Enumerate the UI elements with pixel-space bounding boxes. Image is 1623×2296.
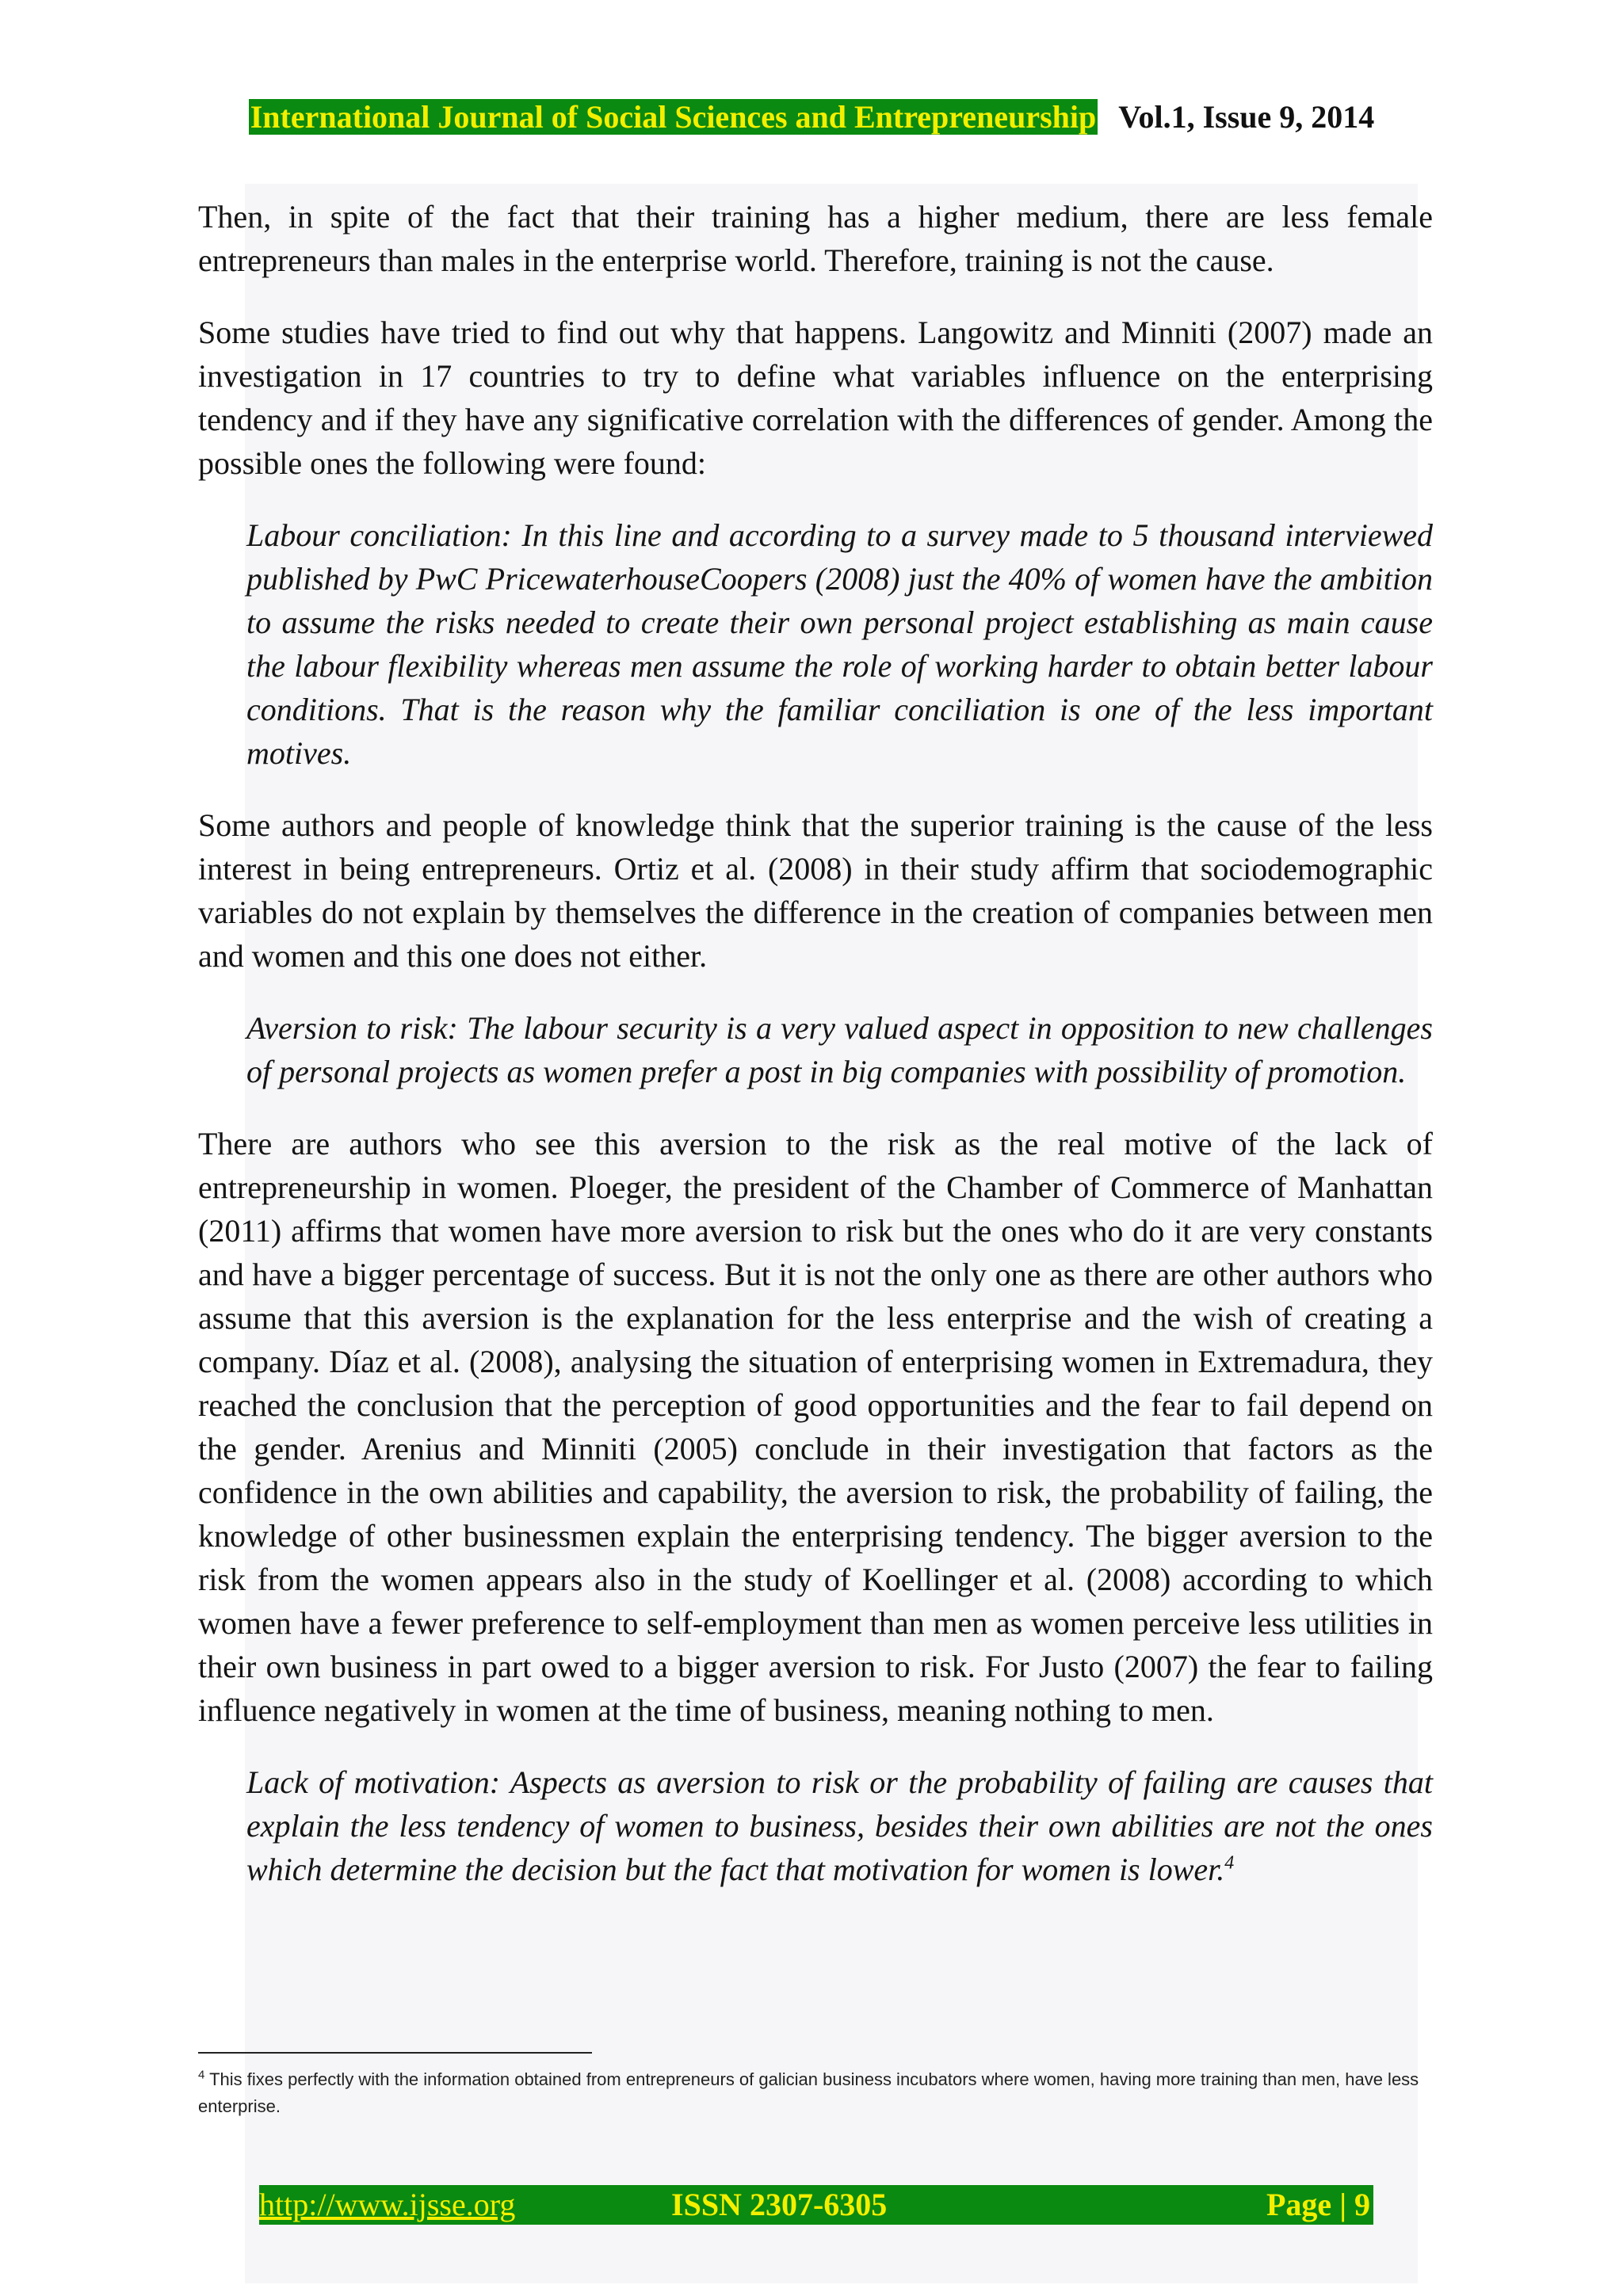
paragraph: There are authors who see this aversion to the risk as the real motive of the lack of entrepreneurship in women. Ploeger, the president of the Chamber of Commerce of Manhattan (2011) affirms that women have more aversion to risk but the ones who do it are very constants and have a bigger percentage of success. But it is not the only one as there are other authors who assume that this aversion is the explanation for the less enterprise and the wish of creating a company. Díaz et al. (2008), analysing the situation of enterprising women in Extremadura, they reached the conclusion that the perception of good opportunities and the fear to fail depend on the gender. Arenius and Minniti (2005) conclude in their investigation that factors as the confidence in the own abilities and capability, the aversion to risk, the probability of failing, the knowledge of other businessmen explain the enterprising tendency. The bigger aversion to the risk from the women appears also in the study of Koellinger et al. (2008) according to which women have a fewer preference to self-employment than men as women perceive less utilities in their own business in part owed to a bigger aversion to risk. For Justo (2007) the fear to failing influence negatively in women at the time of business, meaning nothing to men. (198, 1126, 1433, 1728)
quote-text: Lack of motivation: Aspects as aversion to risk or the probability of failing are causes that explain the less tendency of women to business, besides their own abilities are not the ones which determine the decision but the fact that motivation for women is lower. (246, 1764, 1433, 1887)
footnote-text: This fixes perfectly with the information obtained from entrepreneurs of galician business incubators where women, having more training than men, have less enterprise. (198, 2069, 1419, 2116)
journal-url-link[interactable]: http://www.ijsse.org (259, 2187, 516, 2222)
paragraph: Then, in spite of the fact that their training has a higher medium, there are less female entrepreneurs than males in the enterprise world. Therefore, training is not the cause. (198, 199, 1433, 278)
running-header (0, 95, 1623, 139)
quote-paragraph (246, 1760, 1433, 1891)
paragraph: Some authors and people of knowledge think that the superior training is the cause of the less interest in being entrepreneurs. Ortiz et al. (2008) in their study affirm that sociodemographic variables do not explain by themselves the difference in the creation of companies between men and women and this one does not either. (198, 807, 1433, 974)
issn-label: ISSN 2307-6305 (671, 2187, 888, 2222)
footnote-reference[interactable]: 4 (1224, 1852, 1235, 1874)
volume-issue: Vol.1, Issue 9, 2014 (1118, 99, 1375, 135)
footnote-separator (198, 2052, 592, 2054)
body-text (198, 195, 1433, 1920)
footnote-mark: 4 (198, 2068, 205, 2082)
page-number: Page | 9 (1266, 2187, 1370, 2222)
footnote (198, 2066, 1433, 2120)
paragraph: Some studies have tried to find out why that happens. Langowitz and Minniti (2007) made an investigation in 17 countries to try to define what variables influence on the enterprising tendency and if they have any significative correlation with the differences of gender. Among the possible ones the following were found: (198, 315, 1433, 481)
quote-paragraph: Aversion to risk: The labour security is a very valued aspect in opposition to new challenges of personal projects as women prefer a post in big companies with possibility of promotion. (246, 1010, 1433, 1089)
quote-paragraph: Labour conciliation: In this line and according to a survey made to 5 thousand interviewed published by PwC PricewaterhouseCoopers (2008) just the 40% of women have the ambition to assume the risks needed to create their own personal project establishing as main cause the labour flexibility whereas men assume the role of working harder to obtain better labour conditions. That is the reason why the familiar conciliation is one of the less important motives. (246, 517, 1433, 771)
journal-name: International Journal of Social Sciences and Entrepreneurship (250, 99, 1097, 135)
page-footer (259, 2185, 1373, 2225)
